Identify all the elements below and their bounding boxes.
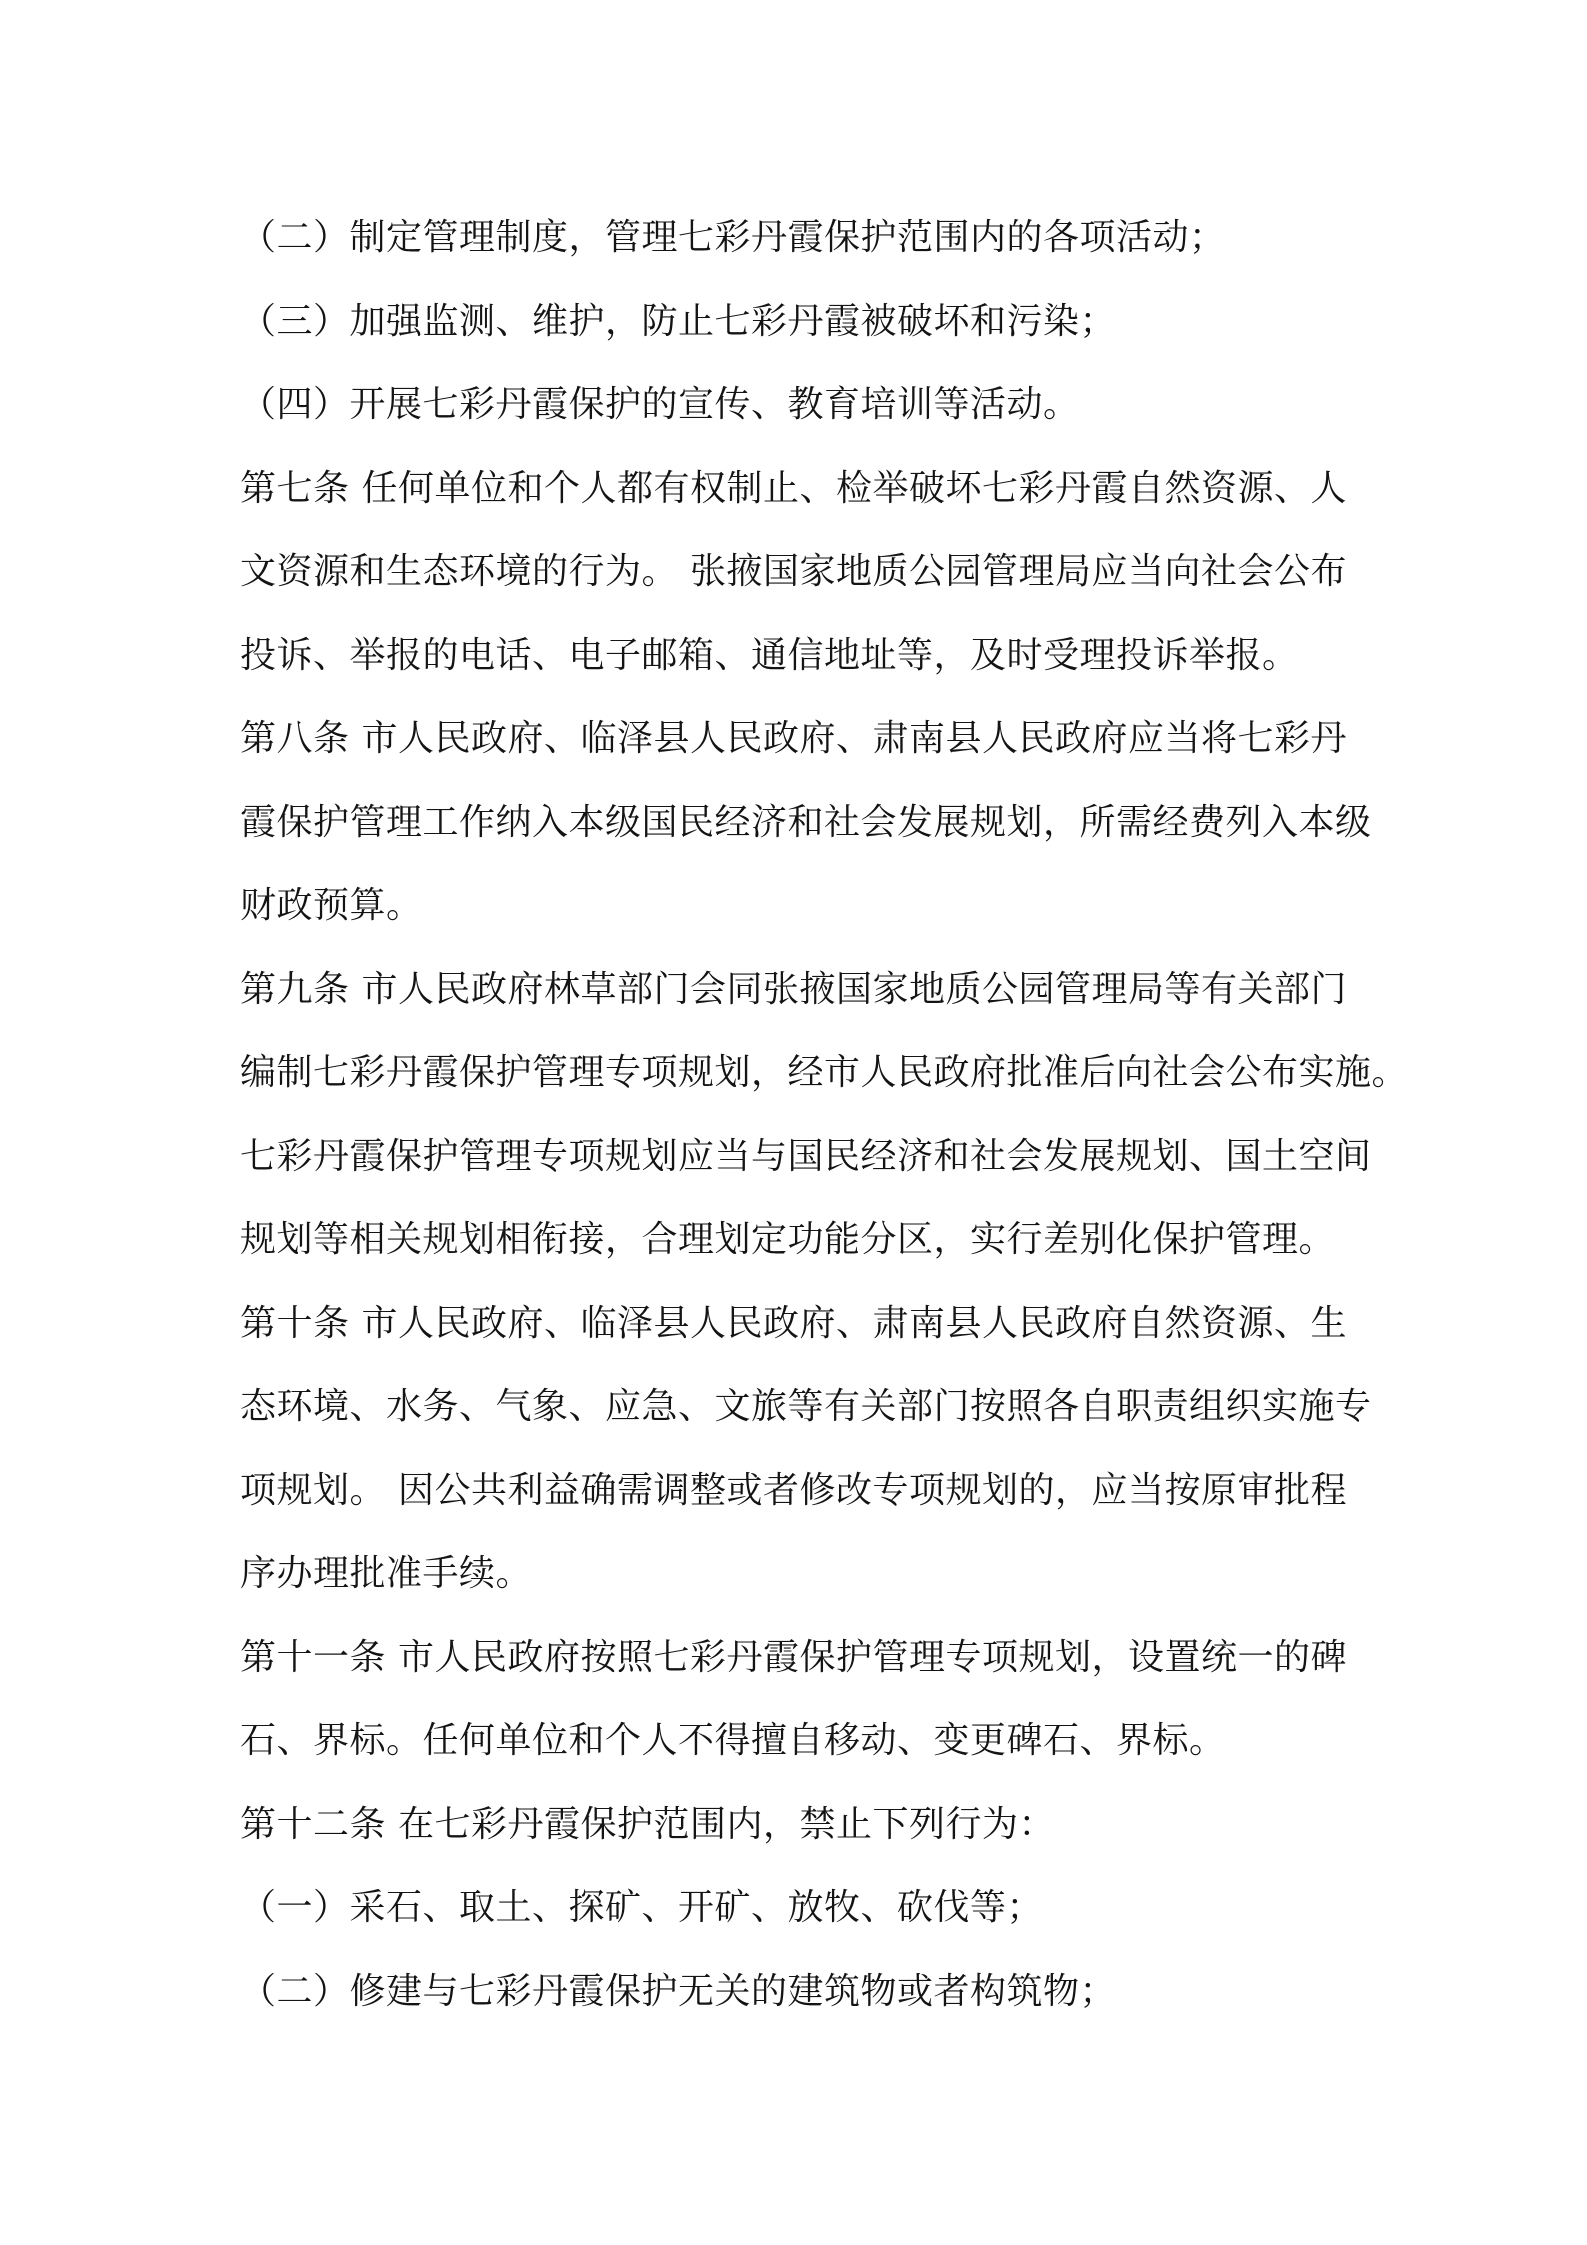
text-line: 石、界标。任何单位和个人不得擅自移动、变更碑石、界标。 (240, 1720, 1226, 1761)
text-line: 投诉、举报的电话、电子邮箱、通信地址等，及时受理投诉举报。 (240, 634, 1299, 676)
text-line: 霞保护管理工作纳入本级国民经济和社会发展规划，所需经费列入本级 (240, 801, 1372, 843)
text-line: 第十条 市人民政府、临泽县人民政府、肃南县人民政府自然资源、生 (240, 1302, 1347, 1344)
text-line: 文资源和生态环境的行为。 张掖国家地质公园管理局应当向社会公布 (240, 551, 1347, 592)
document-body (240, 212, 1409, 2049)
text-line: 态环境、水务、气象、应急、文旅等有关部门按照各自职责组织实施专 (240, 1386, 1372, 1427)
text-line: 第七条 任何单位和个人都有权制止、检举破坏七彩丹霞自然资源、人 (240, 467, 1347, 509)
text-line: （一）采石、取土、探矿、开矿、放牧、砍伐等； (240, 1887, 1044, 1928)
text-line: 第十一条 市人民政府按照七彩丹霞保护管理专项规划，设置统一的碑 (240, 1636, 1347, 1678)
text-line: 序办理批准手续。 (240, 1553, 533, 1594)
text-line: 规划等相关规划相衔接，合理划定功能分区，实行差别化保护管理。 (240, 1219, 1336, 1260)
text-line: （三）加强监测、维护，防止七彩丹霞被破坏和污染； (240, 300, 1117, 342)
text-line: 财政预算。 (240, 885, 423, 926)
text-line: 编制七彩丹霞保护管理专项规划，经市人民政府批准后向社会公布实施。 (240, 1052, 1409, 1093)
text-line: （二）制定管理制度，管理七彩丹霞保护范围内的各项活动； (240, 217, 1226, 258)
text-line: 第十二条 在七彩丹霞保护范围内，禁止下列行为： (240, 1803, 1055, 1845)
text-line: （二）修建与七彩丹霞保护无关的建筑物或者构筑物； (240, 1970, 1117, 2012)
text-line: 第八条 市人民政府、临泽县人民政府、肃南县人民政府应当将七彩丹 (240, 718, 1347, 759)
text-line: 项规划。 因公共利益确需调整或者修改专项规划的，应当按原审批程 (240, 1469, 1347, 1511)
text-line: 第九条 市人民政府林草部门会同张掖国家地质公园管理局等有关部门 (240, 968, 1347, 1010)
text-line: 七彩丹霞保护管理专项规划应当与国民经济和社会发展规划、国土空间 (240, 1135, 1372, 1177)
text-line: （四）开展七彩丹霞保护的宣传、教育培训等活动。 (240, 384, 1080, 425)
